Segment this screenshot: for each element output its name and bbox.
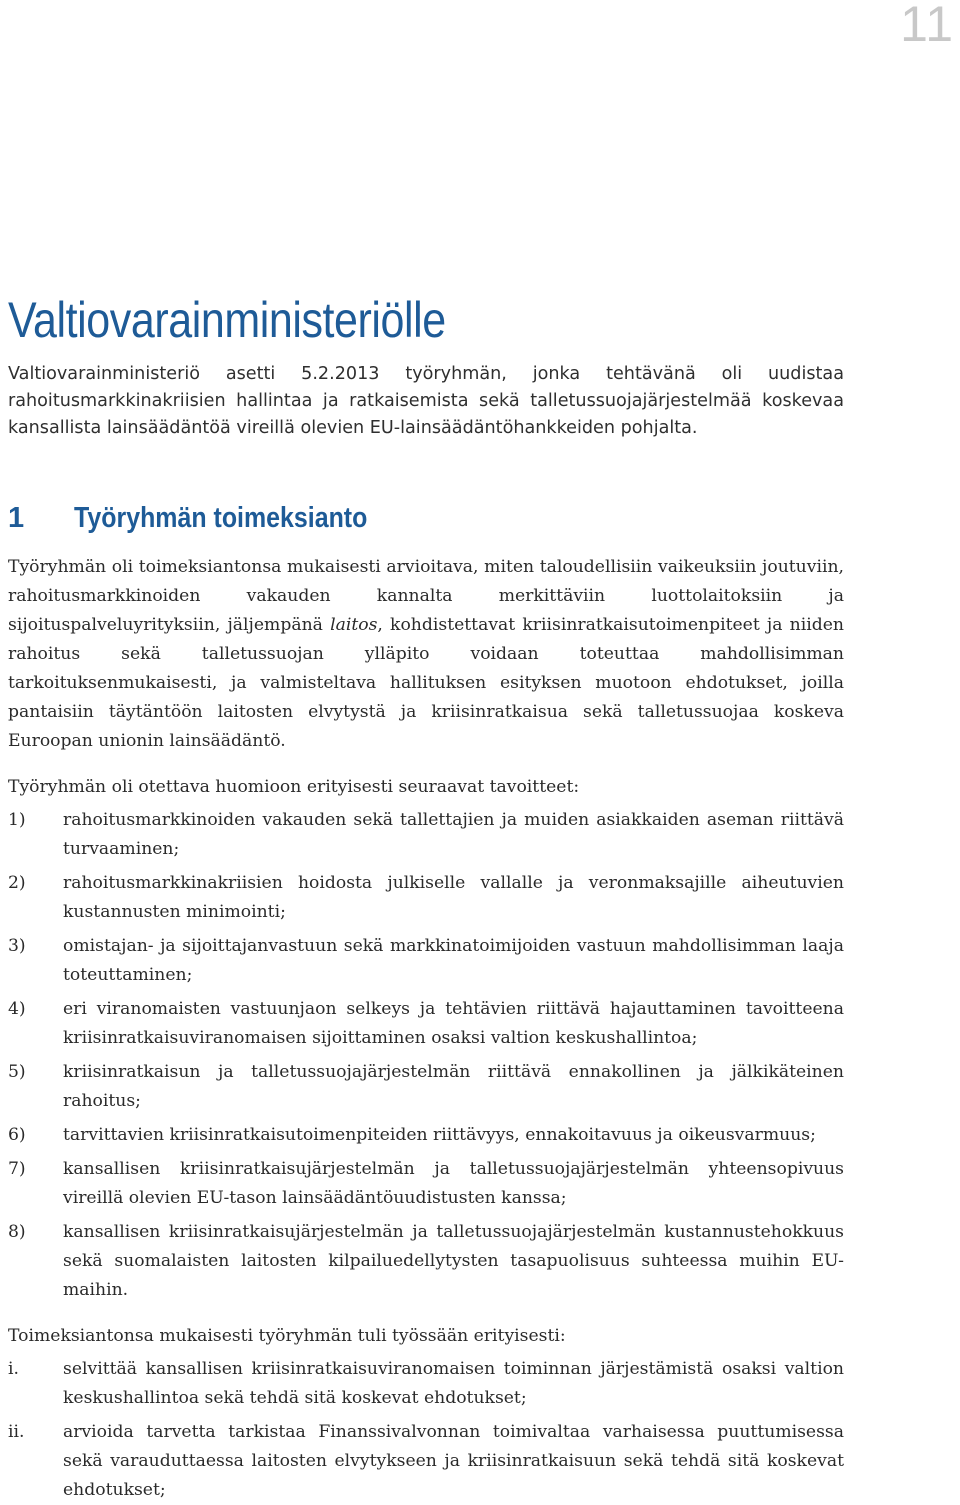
section-number: 1 xyxy=(8,502,25,534)
list-item xyxy=(8,932,844,990)
list-item-marker: 7) xyxy=(8,1159,26,1179)
page-title: Valtiovarainministeriölle xyxy=(8,292,446,348)
list-item-marker: 4) xyxy=(8,999,26,1019)
mandate-paragraph xyxy=(8,553,844,756)
list-item-marker: 3) xyxy=(8,936,26,956)
mandate-text-part1: Työryhmän oli toimeksiantonsa mukaisesti arvioitava, miten taloudellisiin vaikeuksiin joutuviin, rahoitusmarkkinoiden vakauden kannalta merkittäviin luottolaitoksiin ja sijoituspalveluyrityksiin, jäljempänä xyxy=(8,557,844,635)
list-item-marker: 1) xyxy=(8,810,26,830)
list-item-marker: i. xyxy=(8,1359,19,1379)
goals-list xyxy=(8,806,844,1305)
intro-paragraph: Valtiovarainministeriö asetti 5.2.2013 työryhmän, jonka tehtävänä oli uudistaa rahoitusmarkkinakriisien hallintaa ja ratkaisemista sekä talletussuojajärjestelmää koskevaa kansallista lainsäädäntöä vireillä olevien EU-lainsäädäntöhankkeiden pohjalta. xyxy=(8,364,844,438)
page-number: 11 xyxy=(900,0,954,52)
list-item-marker: 6) xyxy=(8,1125,26,1145)
list-item xyxy=(8,1121,844,1150)
list-item-text: kansallisen kriisinratkaisujärjestelmän ja talletussuojajärjestelmän yhteensopivuus vireillä olevien EU-tason lainsäädäntöuudistusten kanssa; xyxy=(63,1159,844,1208)
section-heading xyxy=(8,498,844,538)
list-item xyxy=(8,995,844,1053)
list-item xyxy=(8,1418,844,1505)
list-item xyxy=(8,1155,844,1213)
mandate-italic-term: laitos xyxy=(330,615,378,635)
list-item-marker: 2) xyxy=(8,873,26,893)
mandate-text-part2: , kohdistettavat kriisinratkaisutoimenpiteet ja niiden rahoitus sekä talletussuojan ylläpito voidaan toteuttaa mahdollisimman tarkoituksenmukaisesti, ja valmisteltava hallituksen esityksen muotoon ehdotukset, joilla pantaisiin täytäntöön laitosten elvytystä ja kriisinratkaisua sekä talletussuojaa koskeva Euroopan unionin lainsäädäntö. xyxy=(8,615,844,751)
list-item-text: kriisinratkaisun ja talletussuojajärjestelmän riittävä ennakollinen ja jälkikäteinen rahoitus; xyxy=(63,1062,844,1111)
list-item xyxy=(8,1355,844,1413)
tasks-list xyxy=(8,1355,844,1505)
section-title: Työryhmän toimeksianto xyxy=(74,502,368,534)
list-item xyxy=(8,869,844,927)
list-item xyxy=(8,1058,844,1116)
list-item-text: rahoitusmarkkinoiden vakauden sekä tallettajien ja muiden asiakkaiden aseman riittävä turvaaminen; xyxy=(63,810,844,859)
document-content xyxy=(8,288,844,1505)
goals-lead: Työryhmän oli otettava huomioon erityisesti seuraavat tavoitteet: xyxy=(8,777,580,797)
list-item-text: rahoitusmarkkinakriisien hoidosta julkiselle vallalle ja veronmaksajille aiheutuvien kustannusten minimointi; xyxy=(63,873,844,922)
list-item-text: arvioida tarvetta tarkistaa Finanssivalvonnan toimivaltaa varhaisessa puuttumisessa sekä varauduttaessa laitosten elvytykseen ja kriisinratkaisuun sekä tehdä sitä koskevat ehdotukset; xyxy=(63,1422,844,1500)
list-item-marker: 8) xyxy=(8,1222,26,1242)
list-item-marker: 5) xyxy=(8,1062,26,1082)
list-item-text: tarvittavien kriisinratkaisutoimenpiteiden riittävyys, ennakoitavuus ja oikeusvarmuus; xyxy=(63,1125,816,1145)
list-item-text: kansallisen kriisinratkaisujärjestelmän ja talletussuojajärjestelmän kustannustehokkuus sekä suomalaisten laitosten kilpailuedellytysten tasapuolisuus suhteessa muihin EU-maihin. xyxy=(63,1222,844,1300)
tasks-lead: Toimeksiantonsa mukaisesti työryhmän tuli työssään erityisesti: xyxy=(8,1326,566,1346)
list-item xyxy=(8,1218,844,1305)
list-item-marker: ii. xyxy=(8,1422,25,1442)
list-item-text: selvittää kansallisen kriisinratkaisuviranomaisen toiminnan järjestämistä osaksi valtion keskushallintoa sekä tehdä sitä koskevat ehdotukset; xyxy=(63,1359,844,1408)
list-item xyxy=(8,806,844,864)
list-item-text: omistajan- ja sijoittajanvastuun sekä markkinatoimijoiden vastuun mahdollisimman laaja toteuttaminen; xyxy=(63,936,844,985)
list-item-text: eri viranomaisten vastuunjaon selkeys ja tehtävien riittävä hajauttaminen tavoitteena kriisinratkaisuviranomaisen sijoittaminen osaksi valtion keskushallintoa; xyxy=(63,999,844,1048)
